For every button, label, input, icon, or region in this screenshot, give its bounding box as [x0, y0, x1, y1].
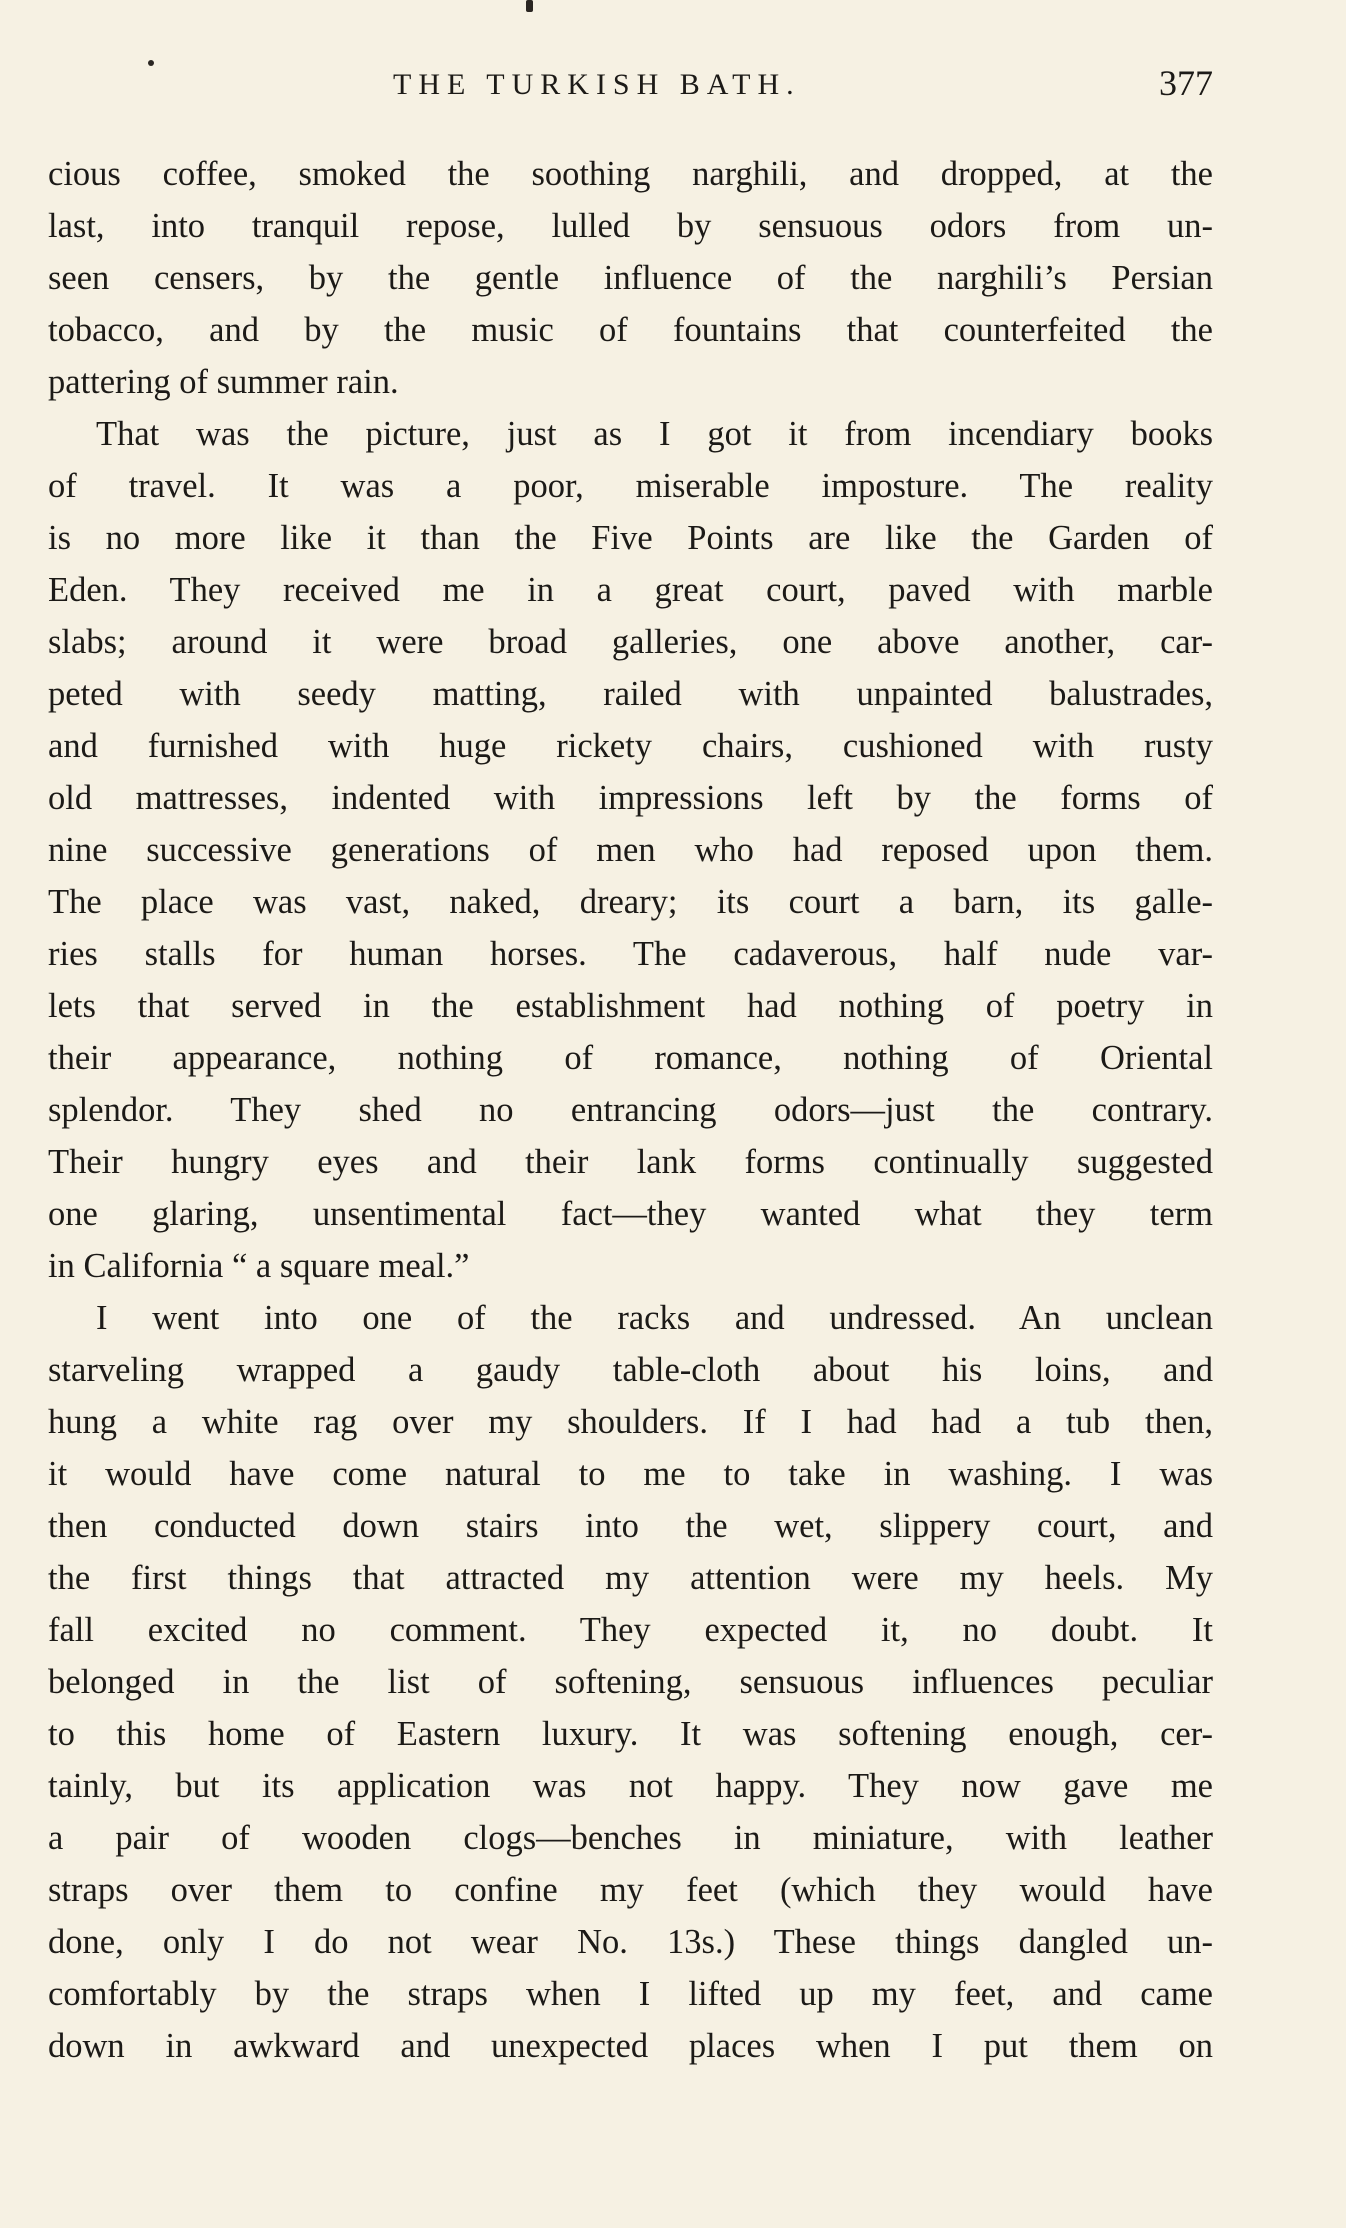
text-line: their appearance, nothing of romance, nothing of Oriental — [48, 1039, 1213, 1077]
text-line: the first things that attracted my attention were my heels. My — [48, 1559, 1213, 1597]
text-line: hung a white rag over my shoulders. If I had had a tub then, — [48, 1403, 1213, 1441]
text-line: tobacco, and by the music of fountains that counterfeited the — [48, 311, 1213, 349]
body-text — [48, 148, 1213, 2072]
text-line: The place was vast, naked, dreary; its court a barn, its galle- — [48, 883, 1213, 921]
text-line: to this home of Eastern luxury. It was softening enough, cer- — [48, 1715, 1213, 1753]
text-line: I went into one of the racks and undressed. An unclean — [96, 1299, 1213, 1337]
text-line: it would have come natural to me to take in washing. I was — [48, 1455, 1213, 1493]
text-line: old mattresses, indented with impressions left by the forms of — [48, 779, 1213, 817]
text-line: tainly, but its application was not happy. They now gave me — [48, 1767, 1213, 1805]
text-line: of travel. It was a poor, miserable imposture. The reality — [48, 467, 1213, 505]
ink-speck — [526, 0, 533, 12]
text-line: and furnished with huge rickety chairs, cushioned with rusty — [48, 727, 1213, 765]
text-line: nine successive generations of men who had reposed upon them. — [48, 831, 1213, 869]
text-line: peted with seedy matting, railed with unpainted balustrades, — [48, 675, 1213, 713]
running-title: THE TURKISH BATH. — [393, 68, 801, 101]
page-header — [48, 62, 1213, 112]
text-line: lets that served in the establishment had nothing of poetry in — [48, 987, 1213, 1025]
text-line: seen censers, by the gentle influence of the narghili’s Persian — [48, 259, 1213, 297]
text-line: one glaring, unsentimental fact—they wanted what they term — [48, 1195, 1213, 1233]
text-line: splendor. They shed no entrancing odors—just the contrary. — [48, 1091, 1213, 1129]
text-line: starveling wrapped a gaudy table-cloth about his loins, and — [48, 1351, 1213, 1389]
text-line: done, only I do not wear No. 13s.) These things dangled un- — [48, 1923, 1213, 1961]
text-line: down in awkward and unexpected places when I put them on — [48, 2027, 1213, 2065]
text-line: then conducted down stairs into the wet, slippery court, and — [48, 1507, 1213, 1545]
text-line: ries stalls for human horses. The cadaverous, half nude var- — [48, 935, 1213, 973]
text-line: slabs; around it were broad galleries, one above another, car- — [48, 623, 1213, 661]
text-line: last, into tranquil repose, lulled by sensuous odors from un- — [48, 207, 1213, 245]
text-line: Eden. They received me in a great court, paved with marble — [48, 571, 1213, 609]
text-line: fall excited no comment. They expected it, no doubt. It — [48, 1611, 1213, 1649]
text-line: Their hungry eyes and their lank forms continually suggested — [48, 1143, 1213, 1181]
text-line: cious coffee, smoked the soothing narghili, and dropped, at the — [48, 155, 1213, 193]
text-line: straps over them to confine my feet (which they would have — [48, 1871, 1213, 1909]
text-line: is no more like it than the Five Points are like the Garden of — [48, 519, 1213, 557]
text-line: a pair of wooden clogs—benches in miniature, with leather — [48, 1819, 1213, 1857]
text-line: pattering of summer rain. — [48, 363, 399, 401]
text-line: belonged in the list of softening, sensuous influences peculiar — [48, 1663, 1213, 1701]
text-line: in California “ a square meal.” — [48, 1247, 470, 1285]
text-line: comfortably by the straps when I lifted up my feet, and came — [48, 1975, 1213, 2013]
text-line: That was the picture, just as I got it from incendiary books — [96, 415, 1213, 453]
page-number: 377 — [1159, 63, 1213, 103]
